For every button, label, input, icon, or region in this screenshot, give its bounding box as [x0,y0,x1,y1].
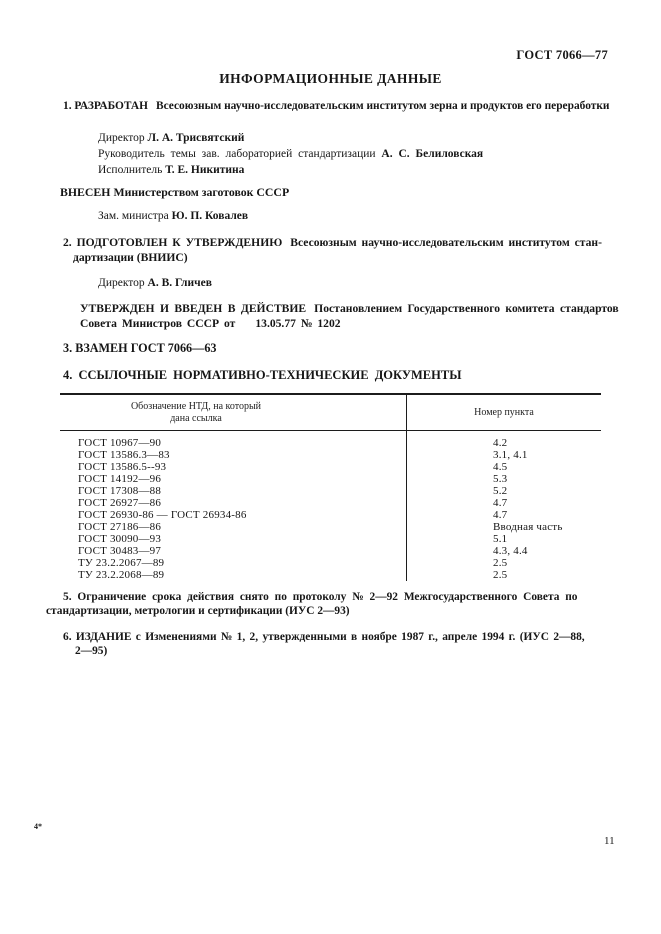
references-table-header [60,394,601,431]
clause-cell: 5.2 [493,485,508,497]
section-6-line2: 2—95) [75,645,108,658]
person-name: А. С. Белиловская [381,148,484,160]
ref-cell: ГОСТ 30090—93 [60,533,407,545]
page-number: 11 [604,835,615,847]
person-role: Исполнитель [98,164,163,176]
section-2-label: 2. ПОДГОТОВЛЕН К УТВЕРЖДЕНИЮ [63,236,283,249]
section-6-line1: 6. ИЗДАНИЕ с Изменениями № 1, 2, утвержденными в ноябре 1987 г., апреле 1994 г. (ИУС 2—88, [63,631,585,643]
table-row [60,509,601,521]
person-name: Ю. П. Ковалев [171,210,249,222]
ref-cell: ГОСТ 26930-86 — ГОСТ 26934-86 [60,509,407,521]
ref-cell: ГОСТ 13586.5--93 [60,461,407,473]
person-row [98,162,483,178]
section-5-line1: 5. Ограничение срока действия снято по протоколу № 2—92 Межгосударственного Совета по [63,591,578,603]
section-approved [80,302,619,331]
person-name: А. В. Гличев [147,277,212,289]
approved-label: УТВЕРЖДЕН И ВВЕДЕН В ДЕЙСТВИЕ [80,302,307,315]
clause-cell: 3.1, 4.1 [493,449,528,461]
section-1-people [98,130,483,178]
person-row [98,277,212,289]
section-3-replaces: 3. ВЗАМЕН ГОСТ 7066—63 [63,341,217,355]
table-header-designation-line2: дана ссылка [170,412,222,424]
person-row [98,146,483,162]
approved-line2-prefix: Совета Министров СССР от [80,316,236,330]
approved-line1 [80,302,619,317]
ref-cell: ТУ 23.2.2068—89 [60,569,407,581]
section-5-line2: стандартизации, метрологии и сертификации (ИУС 2—93) [46,605,350,618]
ref-cell: ГОСТ 17308—88 [60,485,407,497]
table-row [60,449,601,461]
clause-cell: 5.3 [493,473,508,485]
person-role: Директор [98,277,145,289]
clause-cell: 4.5 [493,461,508,473]
table-row [60,557,601,569]
table-row [60,569,601,581]
person-role: Руководитель темы зав. лабораторией стандартизации [98,148,376,160]
submitted-label: ВНЕСЕН [60,185,111,199]
section-2-line2: дартизации (ВНИИС) [73,250,188,264]
references-table [60,393,601,581]
section-1-developed [63,100,609,112]
clause-cell: 4.7 [493,497,508,509]
table-header-designation [60,394,407,431]
section-submitted [60,185,289,200]
section-4-reference-docs-heading: 4. ССЫЛОЧНЫЕ НОРМАТИВНО-ТЕХНИЧЕСКИЕ ДОКУМЕНТЫ [63,368,462,382]
person-name: Т. Е. Никитина [165,164,245,176]
section-1-label: 1. РАЗРАБОТАН [63,100,148,112]
clause-cell: 2.5 [493,557,508,569]
table-row [60,533,601,545]
table-row [60,473,601,485]
table-row [60,497,601,509]
section-2-prepared [63,236,602,265]
page-title: ИНФОРМАЦИОННЫЕ ДАННЫЕ [219,71,442,86]
ref-cell: ТУ 23.2.2067—89 [60,557,407,569]
ref-cell: ГОСТ 30483—97 [60,545,407,557]
section-1-body: Всесоюзным научно-исследовательским институтом зерна и продуктов его переработки [156,100,610,112]
clause-cell: 5.1 [493,533,508,545]
approved-body: Постановлением Государственного комитета стандартов [314,302,619,315]
clause-cell: 4.7 [493,509,508,521]
ref-cell: ГОСТ 26927—86 [60,497,407,509]
clause-cell: 2.5 [493,569,508,581]
references-table-body [60,431,601,582]
section-2-body: Всесоюзным научно-исследовательским институтом стан- [290,236,602,249]
table-row [60,545,601,557]
doc-reference: ГОСТ 7066—77 [516,48,608,62]
ref-cell: ГОСТ 27186—86 [60,521,407,533]
signature-mark: 4* [34,822,42,831]
ref-cell: ГОСТ 10967—90 [60,431,407,450]
submitted-body: Министерством заготовок СССР [113,185,290,199]
person-role: Директор [98,132,145,144]
approval-date-number: 13.05.77 № 1202 [255,316,341,330]
person-row [98,210,248,222]
table-row [60,485,601,497]
table-row [60,431,601,450]
clause-cell: 4.3, 4.4 [493,545,528,557]
table-header-clause: Номер пункта [407,394,602,431]
section-5-validity [46,590,578,619]
clause-cell: Вводная часть [493,521,563,533]
clause-cell: 4.2 [493,437,508,449]
table-row [60,461,601,473]
ref-cell: ГОСТ 13586.3—83 [60,449,407,461]
table-row [60,521,601,533]
table-header-designation-line1: Обозначение НТД, на который [130,400,262,412]
ref-cell: ГОСТ 14192—96 [60,473,407,485]
person-role: Зам. министра [98,210,169,222]
approved-line2 [80,317,619,332]
section-2-line1 [63,236,602,251]
person-row [98,130,483,146]
person-name: Л. А. Трисвятский [147,132,245,144]
section-6-edition [63,630,585,659]
